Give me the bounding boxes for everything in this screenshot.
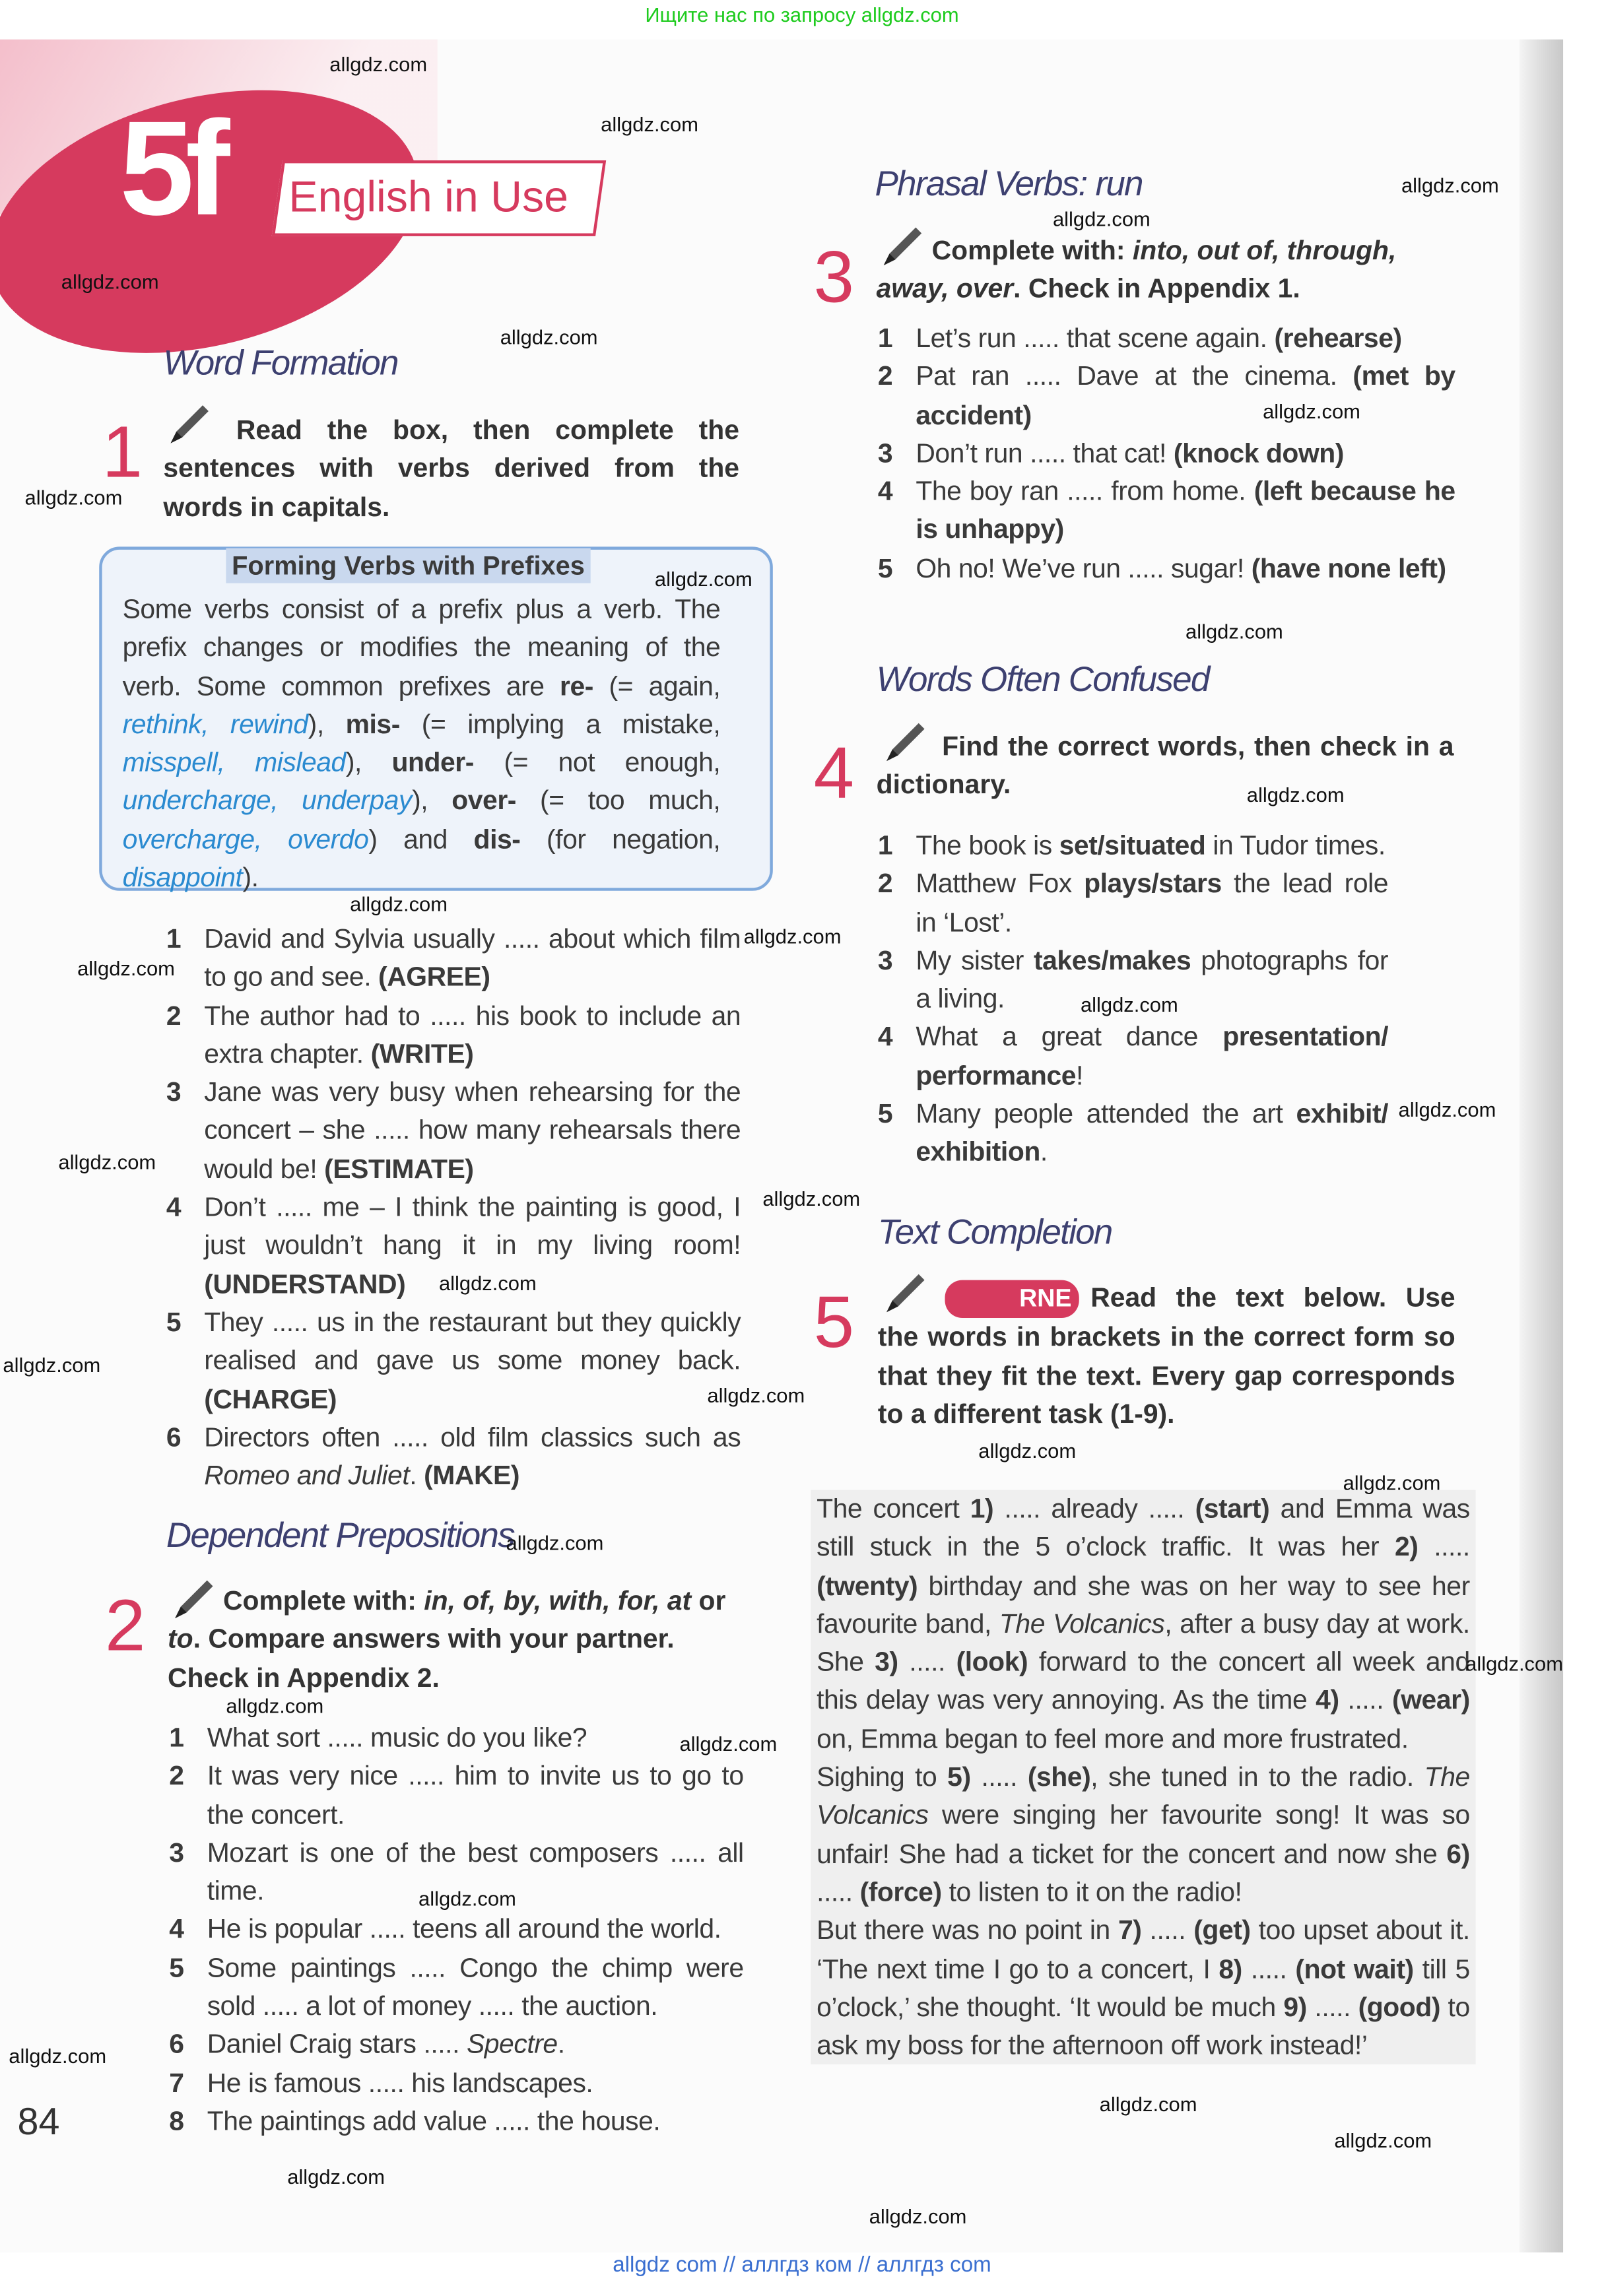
item-number: 4 xyxy=(166,1191,182,1222)
exercise-number: 1 xyxy=(102,410,143,493)
watermark: allgdz.com xyxy=(58,1150,156,1174)
watermark: allgdz.com xyxy=(9,2044,107,2068)
bold-text: (left because he is unhappy) xyxy=(916,475,1455,545)
bold-text: 9) xyxy=(1283,1991,1307,2022)
item-number: 1 xyxy=(877,322,893,353)
list-item: 3 My sister takes/makes photographs for a living. xyxy=(878,942,1388,1018)
exercise-5-instruction xyxy=(878,1278,1455,1433)
italic-text: Spectre xyxy=(466,2028,558,2060)
watermark: allgdz.com xyxy=(77,956,175,980)
bold-text: (rehearse) xyxy=(1274,322,1402,353)
example-words: disappoint xyxy=(122,861,243,893)
section-title: English in Use xyxy=(288,173,569,222)
bold-text: 3) xyxy=(875,1646,898,1677)
italic-text: The Volcanics xyxy=(999,1608,1165,1639)
item-number: 6 xyxy=(166,1421,182,1452)
item-number: 5 xyxy=(877,552,893,583)
watermark: allgdz.com xyxy=(679,1732,778,1755)
list-item: 3 Don’t run ..... that cat! (knock down) xyxy=(878,434,1455,473)
bold-text: plays/stars xyxy=(1084,868,1222,899)
watermark: allgdz.com xyxy=(287,2165,385,2188)
list-item: 4 He is popular ..... teens all around the world. xyxy=(169,1911,743,1949)
list-item: 4 The boy ran ..... from home. (left because he is unhappy) xyxy=(878,473,1455,549)
footer-links: allgdz com // аллгдз ком // аллгдз com xyxy=(613,2252,991,2278)
watermark: allgdz.com xyxy=(226,1693,324,1718)
example-words: overcharge, overdo xyxy=(122,823,369,855)
italic-text: into, out of, through, away, over xyxy=(876,234,1397,304)
item-number: 2 xyxy=(877,360,893,391)
bold-text: (knock down) xyxy=(1173,437,1344,468)
list-item: 1 What sort ..... music do you like? xyxy=(169,1719,743,1757)
list-item: 4 Don’t ..... me – I think the painting is good, I just wouldn’t hang it in my living room! (UNDERSTAND) xyxy=(166,1189,741,1303)
item-number: 2 xyxy=(877,868,893,899)
heading-phrasal-verbs: Phrasal Verbs: run xyxy=(875,164,1143,205)
watermark: allgdz.com xyxy=(601,112,698,136)
bold-text: set/situated xyxy=(1059,829,1206,861)
bold-text: (look) xyxy=(956,1646,1028,1677)
item-number: 7 xyxy=(169,2066,184,2098)
bold-text: takes/makes xyxy=(1033,944,1191,975)
example-words: undercharge, underpay xyxy=(122,785,413,816)
list-item: 4 What a great dance presentation/ performance! xyxy=(878,1018,1388,1095)
watermark: allgdz.com xyxy=(869,2204,967,2228)
item-number: 5 xyxy=(877,1098,893,1129)
bold-text: under- xyxy=(391,746,474,777)
bold-text: 7) xyxy=(1118,1915,1142,1946)
page-edge xyxy=(1520,40,1563,2252)
watermark: allgdz.com xyxy=(1246,783,1345,806)
bold-text: 8) xyxy=(1219,1953,1242,1984)
watermark: allgdz.com xyxy=(1398,1098,1496,1121)
watermark: allgdz.com xyxy=(418,1886,516,1910)
watermark: allgdz.com xyxy=(24,485,123,509)
watermark: allgdz.com xyxy=(1080,993,1178,1016)
bold-text: 1) xyxy=(970,1493,994,1524)
bold-text: over- xyxy=(451,785,516,816)
heading-word-formation: Word Formation xyxy=(163,344,398,383)
watermark: allgdz.com xyxy=(1052,207,1151,231)
bold-text: (ESTIMATE) xyxy=(324,1152,474,1184)
list-item: 2 It was very nice ..... him to invite us to go to the concert. xyxy=(169,1757,743,1834)
exercise-2-instruction: Complete with: in, of, by, with, for, at or to. Compare answers with your partner. Check in Appendix 2. xyxy=(168,1585,726,1692)
list-item: 5 Many people attended the art exhibit/ exhibition. xyxy=(878,1095,1388,1171)
item-number: 6 xyxy=(169,2028,184,2060)
item-number: 3 xyxy=(169,1837,184,1868)
exercise-number: 5 xyxy=(813,1281,855,1363)
bold-text: (have none left) xyxy=(1251,552,1446,583)
item-number: 4 xyxy=(877,475,893,506)
italic-text: The Volcanics xyxy=(817,1761,1470,1831)
list-item: 8 The paintings add value ..... the house. xyxy=(169,2102,743,2140)
bold-text: 6) xyxy=(1446,1837,1470,1869)
item-number: 1 xyxy=(877,829,893,861)
bold-text: (WRITE) xyxy=(370,1037,474,1069)
exercise-4-instruction: Find the correct words, then check in a dictionary. xyxy=(876,730,1454,800)
italic-text: in, of, by, with, for, at xyxy=(424,1585,692,1616)
exercise-3-list xyxy=(878,319,1455,588)
list-item: 1 David and Sylvia usually ..... about which film to go and see. (AGREE) xyxy=(166,920,741,997)
bold-text: dis- xyxy=(473,823,521,855)
watermark: allgdz.com xyxy=(61,269,159,294)
exercise-number: 4 xyxy=(813,731,855,814)
list-item: 7 He is famous ..... his landscapes. xyxy=(169,2064,743,2102)
italic-text: Romeo and Juliet xyxy=(204,1459,410,1491)
list-item: 1 The book is set/situated in Tudor times. xyxy=(878,827,1388,865)
list-item: 5 Oh no! We’ve run ..... sugar! (have none left) xyxy=(878,549,1455,587)
watermark: allgdz.com xyxy=(1334,2128,1432,2152)
unit-number: 5f xyxy=(119,94,222,244)
list-item: 6 Directors often ..... old film classics such as Romeo and Juliet. (MAKE) xyxy=(166,1418,741,1495)
bold-text: (good) xyxy=(1358,1991,1441,2022)
item-number: 5 xyxy=(166,1306,182,1337)
watermark: allgdz.com xyxy=(1185,619,1283,643)
exercise-2-list xyxy=(169,1719,743,2141)
bold-text: (start) xyxy=(1195,1493,1270,1524)
text-completion-passage: The concert 1) ..... already ..... (start) and Emma was still stuck in the 5 o’clock traffic. It was her 2) ..... (twenty) birthday and she was on her way to see her favourite band, The Volcanics, after a busy day at work. She 3) ..... (look) forward to the concert all week and this delay was very annoying. As the time 4) ..... (wear) on, Emma began to feel more and more frustrated. Sighing to 5) ..... (she), she tuned in to the radio. The Volcanics were singing her favourite song! It was so unfair! She had a ticket for the concert and now she 6) ..... (force) to listen to it on the radio! But there was no point in 7) ..... (get) too upset about it. ‘The next time I go to a concert, I 8) ..... (not wait) till 5 o’clock,’ she thought. ‘It would be much 9) ..... (good) to ask my boss for the afternoon off work instead!’ xyxy=(811,1490,1475,2065)
exercise-3-instruction: Complete with: into, out of, through, away, over. Check in Appendix 1. xyxy=(876,234,1397,304)
watermark: allgdz.com xyxy=(1099,2092,1197,2116)
rne-badge: RNE xyxy=(945,1280,1079,1319)
list-item: 1 Let’s run ..... that scene again. (rehearse) xyxy=(878,319,1455,358)
watermark: allgdz.com xyxy=(438,1271,537,1295)
list-item: 3 Mozart is one of the best composers ..... all time. xyxy=(169,1834,743,1911)
box-body: Some verbs consist of a prefix plus a verb. The prefix changes or modifies the meaning of the verb. Some common prefixes are re- (= again, rethink, rewind), mis- (= implying a mistake, misspell, mislead), under- (= not enough, undercharge, underpay), over- (= too much, overcharge, overdo) and dis- (for negation, disappoint). xyxy=(122,593,721,893)
heading-words-often-confused: Words Often Confused xyxy=(876,660,1209,700)
box-title: Forming Verbs with Prefixes xyxy=(226,548,590,583)
example-words: misspell, mislead xyxy=(122,746,346,777)
italic-text: to xyxy=(168,1623,193,1654)
item-number: 3 xyxy=(877,944,893,975)
item-number: 1 xyxy=(169,1721,184,1753)
exercise-number: 3 xyxy=(813,236,855,318)
bold-text: (met by accident) xyxy=(916,360,1455,430)
bold-text: mis- xyxy=(345,708,400,739)
item-number: 4 xyxy=(169,1913,184,1944)
exercise-1-instruction: Read the box, then complete the sentences with verbs derived from the words in capitals. xyxy=(163,414,740,521)
exercise-5-instruction-text: Read the text below. Use the words in brackets in the correct form so that they fit the text. Every gap corresponds to a different task (1-9). xyxy=(877,1281,1455,1429)
item-number: 3 xyxy=(877,437,893,468)
page-number: 84 xyxy=(17,2099,60,2144)
list-item: 5 Some paintings ..... Congo the chimp were sold ..... a lot of money ..... the auction. xyxy=(169,1949,743,2025)
bold-text: re- xyxy=(560,670,594,701)
list-item: 2 Pat ran ..... Dave at the cinema. (met by accident) xyxy=(878,358,1455,434)
bold-text: (CHARGE) xyxy=(204,1383,337,1414)
heading-dependent-prepositions: Dependent Prepositions xyxy=(166,1516,514,1556)
bold-text: (AGREE) xyxy=(378,961,490,992)
watermark: allgdz.com xyxy=(1401,173,1499,197)
list-item: 2 The author had to ..... his book to include an extra chapter. (WRITE) xyxy=(166,997,741,1073)
watermark: allgdz.com xyxy=(978,1439,1077,1462)
watermark: allgdz.com xyxy=(762,1187,861,1210)
bold-text: (force) xyxy=(859,1876,942,1907)
search-hint-banner: Ищите нас по запросу allgdz.com xyxy=(645,3,959,26)
watermark: allgdz.com xyxy=(1263,399,1360,423)
watermark: allgdz.com xyxy=(500,325,598,348)
list-item: 3 Jane was very busy when rehearsing for the concert – she ..... how many rehearsals there would be! (ESTIMATE) xyxy=(166,1073,741,1188)
item-number: 3 xyxy=(166,1076,182,1107)
watermark: allgdz.com xyxy=(506,1530,604,1554)
watermark: allgdz.com xyxy=(1465,1651,1563,1676)
watermark: allgdz.com xyxy=(1343,1470,1441,1495)
bold-text: (MAKE) xyxy=(424,1459,520,1491)
item-number: 5 xyxy=(169,1952,184,1983)
item-number: 8 xyxy=(169,2105,184,2136)
bold-text: (wear) xyxy=(1392,1684,1470,1715)
bold-text: 5) xyxy=(947,1761,971,1792)
item-number: 2 xyxy=(169,1760,184,1791)
bold-text: (UNDERSTAND) xyxy=(204,1268,406,1299)
bold-text: 4) xyxy=(1316,1684,1339,1715)
item-number: 4 xyxy=(877,1021,893,1052)
exercise-1-list xyxy=(166,920,741,1495)
watermark: allgdz.com xyxy=(329,52,428,76)
watermark: allgdz.com xyxy=(743,924,842,948)
list-item: 2 Matthew Fox plays/stars the lead role in ‘Lost’. xyxy=(878,865,1388,942)
exercise-number: 2 xyxy=(105,1585,146,1667)
list-item: 6 Daniel Craig stars ..... Spectre. xyxy=(169,2025,743,2064)
bold-text: (she) xyxy=(1027,1761,1091,1792)
bold-text: 2) xyxy=(1395,1531,1419,1562)
watermark: allgdz.com xyxy=(350,892,448,916)
bold-text: (twenty) xyxy=(817,1569,918,1600)
list-item: 5 They ..... us in the restaurant but they quickly realised and gave us some money back. (CHARGE) xyxy=(166,1303,741,1418)
item-number: 1 xyxy=(166,923,182,954)
bold-text: presentation/ performance xyxy=(916,1021,1389,1090)
item-number: 2 xyxy=(166,999,182,1030)
watermark: allgdz.com xyxy=(707,1383,805,1407)
watermark: allgdz.com xyxy=(654,567,752,591)
bold-text: (get) xyxy=(1193,1915,1251,1946)
example-words: rethink, rewind xyxy=(122,708,308,739)
watermark: allgdz.com xyxy=(3,1353,101,1377)
heading-text-completion: Text Completion xyxy=(877,1212,1112,1253)
bold-text: exhibit/ exhibition xyxy=(916,1098,1389,1167)
bold-text: (not wait) xyxy=(1295,1953,1414,1984)
